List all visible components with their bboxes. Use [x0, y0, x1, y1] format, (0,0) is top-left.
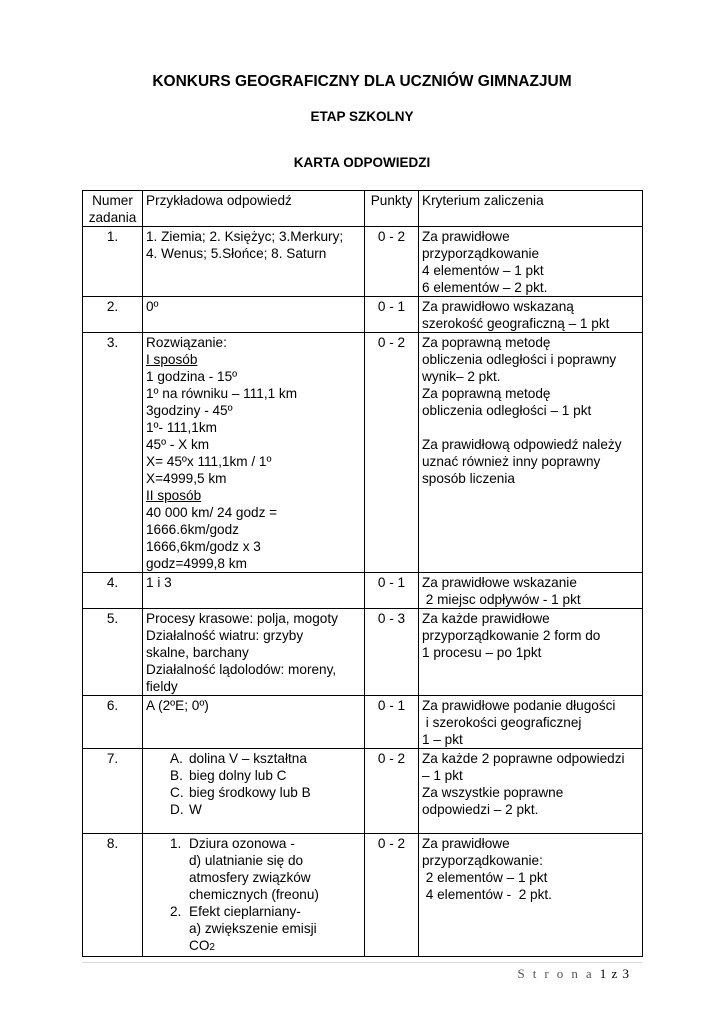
table-row [83, 573, 643, 609]
points-cell: 0 - 1 [365, 297, 419, 333]
table-row [83, 609, 643, 696]
points-cell: 0 - 1 [365, 573, 419, 609]
answer-cell: Rozwiązanie: I sposób 1 godzina - 15º 1º na równiku – 111,1 km 3godziny - 45º 1º- 111,1km 45º - X km X= 45ºx 111,1km / 1º X=4999,5 km II sposób 40 000 km/ 24 godz = 1666.6km/godz 1666,6km/godz x 3 godz=4999,8 km [143, 333, 365, 573]
list-item: 1. Dziura ozonowa - [170, 836, 295, 851]
points-cell: 0 - 2 [365, 834, 419, 957]
answer-cell [143, 834, 365, 957]
criteria-cell: Za prawidłowe przyporządkowanie: 2 elementów – 1 pkt 4 elementów - 2 pkt. [419, 834, 643, 957]
table-row [83, 696, 643, 749]
points-cell: 0 - 1 [365, 696, 419, 749]
method-two-heading: II sposób [146, 488, 202, 503]
answer-cell: 1. Ziemia; 2. Księżyc; 3.Merkury; 4. Wenus; 5.Słońce; 8. Saturn [143, 227, 365, 297]
list-item: A. dolina V – kształtna [170, 751, 307, 766]
answer-cell: 0º [143, 297, 365, 333]
criteria-cell: Za prawidłowe przyporządkowanie 4 elementów – 1 pkt 6 elementów – 2 pkt. [419, 227, 643, 297]
answer-table [82, 190, 643, 957]
header-points: Punkty [365, 191, 419, 227]
criteria-cell: Za każde prawidłowe przyporządkowanie 2 form do 1 procesu – po 1pkt [419, 609, 643, 696]
list-item: 2. Efekt cieplarniany- [170, 904, 301, 919]
points-cell: 0 - 2 [365, 333, 419, 573]
page-footer [517, 966, 630, 982]
points-cell: 0 - 3 [365, 609, 419, 696]
task-number: 5. [83, 609, 143, 696]
document-title: KONKURS GEOGRAFICZNY DLA UCZNIÓW GIMNAZJUM [152, 73, 572, 90]
header-answer: Przykładowa odpowiedź [143, 191, 365, 227]
criteria-cell: Za poprawną metodę obliczenia odległości i poprawny wynik– 2 pkt. Za poprawną metodę obliczenia odległości – 1 pkt Za prawidłową odpowiedź należy uznać również inny poprawny sposób liczenia [419, 333, 643, 573]
criteria-cell: Za prawidłowe wskazanie 2 miejsc odpływów - 1 pkt [419, 573, 643, 609]
sheet-title: KARTA ODPOWIEDZI [293, 155, 431, 170]
table-row [83, 297, 643, 333]
header-number: Numer zadania [83, 191, 143, 227]
table-header-row [83, 191, 643, 227]
table-row [83, 227, 643, 297]
page-label: S t r o n a [517, 966, 595, 981]
task-number: 2. [83, 297, 143, 333]
answer-cell: A (2ºE; 0º) [143, 696, 365, 749]
answer-cell: 1 i 3 [143, 573, 365, 609]
task-number: 4. [83, 573, 143, 609]
answer-cell: Procesy krasowe: polja, mogoty Działalność wiatru: grzyby skalne, barchany Działalność lądolodów: moreny, fieldy [143, 609, 365, 696]
answer-list [146, 750, 361, 818]
criteria-cell: Za każde 2 poprawne odpowiedzi – 1 pkt Za wszystkie poprawne odpowiedzi – 2 pkt. [419, 749, 643, 834]
task-number: 8. [83, 834, 143, 957]
footer-divider [82, 962, 642, 963]
answer-cell [143, 749, 365, 834]
task-number: 7. [83, 749, 143, 834]
criteria-cell: Za prawidłowo wskazaną szerokość geograficzną – 1 pkt [419, 297, 643, 333]
points-cell: 0 - 2 [365, 227, 419, 297]
list-item: B. bieg dolny lub C [170, 768, 287, 783]
page-number: 1 z 3 [599, 966, 630, 981]
task-number: 3. [83, 333, 143, 573]
points-cell: 0 - 2 [365, 749, 419, 834]
table-row [83, 749, 643, 834]
criteria-cell: Za prawidłowe podanie długości i szerokości geograficznej 1 – pkt [419, 696, 643, 749]
stage-title: ETAP SZKOLNY [310, 109, 414, 124]
list-item: D. W [170, 802, 202, 817]
task-number: 6. [83, 696, 143, 749]
table-row [83, 834, 643, 957]
task-number: 1. [83, 227, 143, 297]
method-one-heading: I sposób [146, 352, 198, 367]
header-criteria: Kryterium zaliczenia [419, 191, 643, 227]
table-row [83, 333, 643, 573]
answer-list: 1. Dziura ozonowa - d) ulatnianie się do atmosfery związków chemicznych (freonu) 2. Efekt cieplarniany- a) zwiększenie emisji CO2 [146, 835, 361, 956]
list-item: C. bieg środkowy lub B [170, 785, 311, 800]
